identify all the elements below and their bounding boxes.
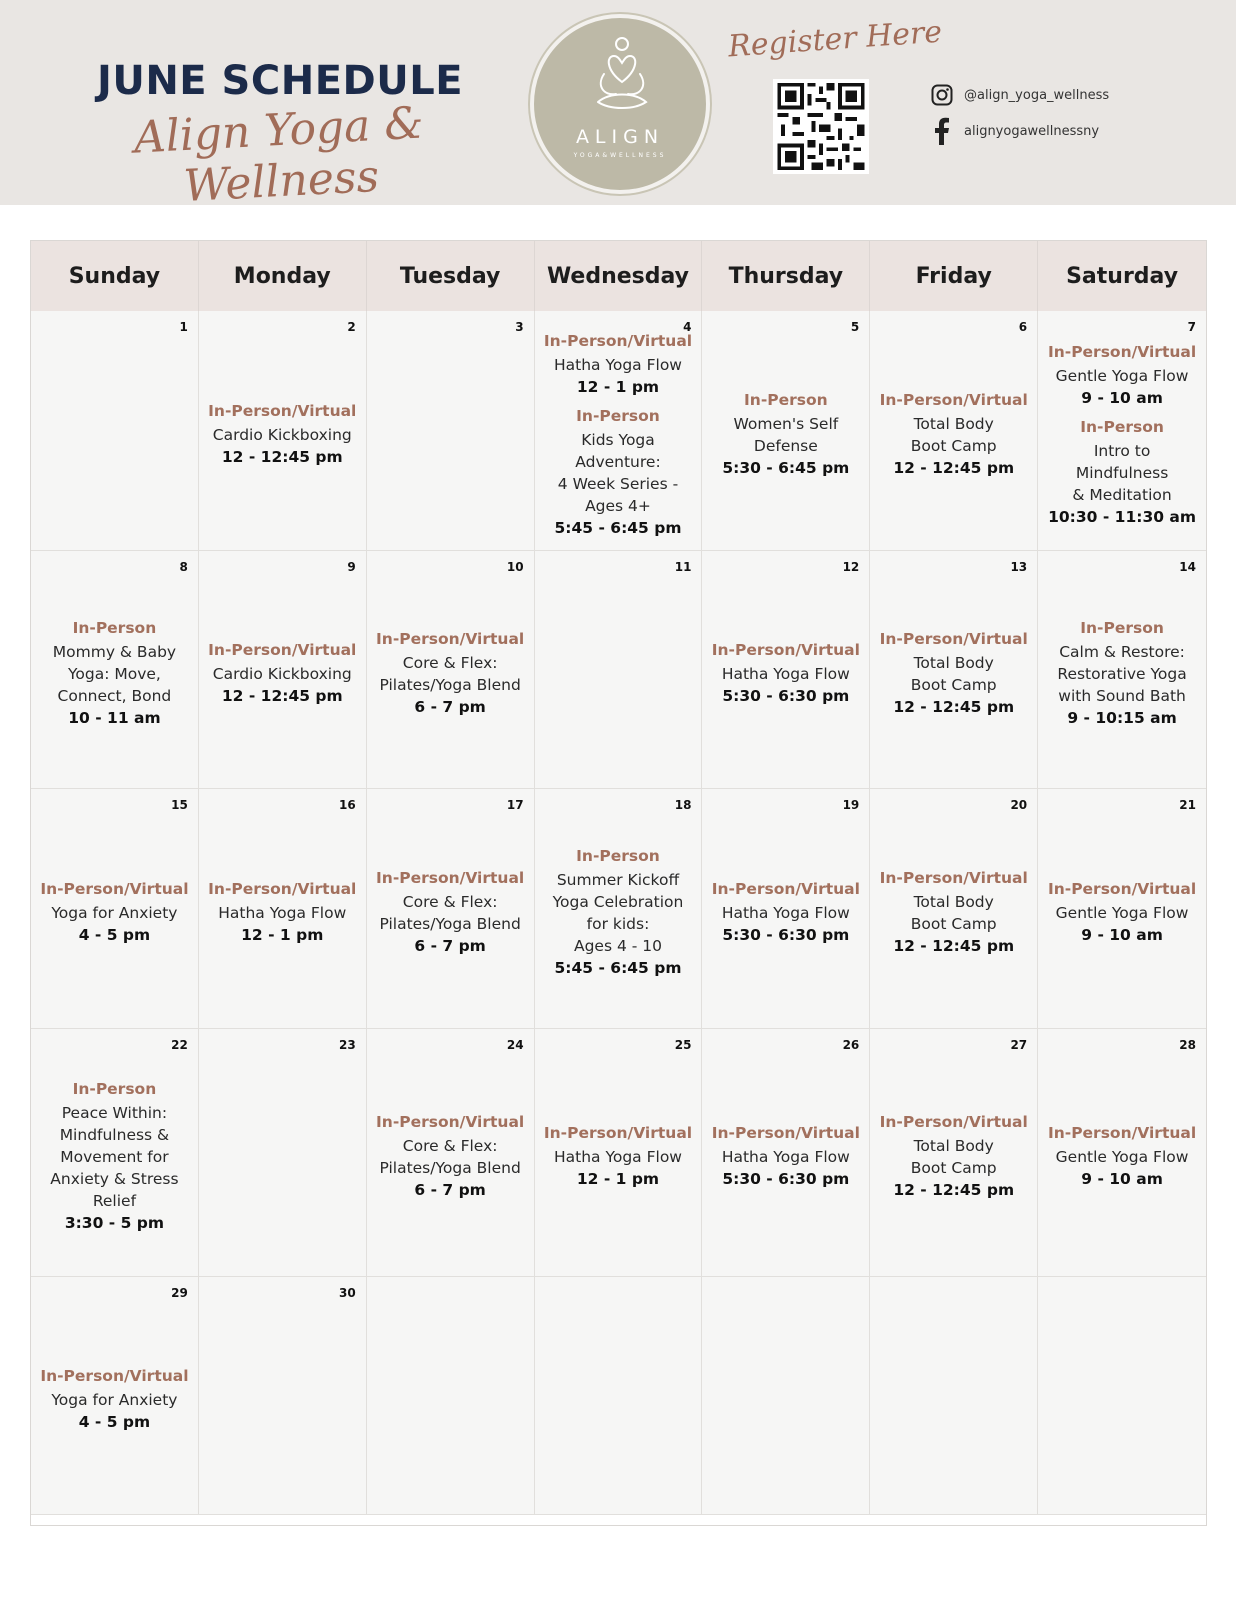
- class-time: 12 - 1 pm: [576, 1170, 660, 1188]
- class-format: In-Person/Virtual: [376, 869, 525, 887]
- class-time: 12 - 12:45 pm: [893, 698, 1015, 716]
- class-time: 12 - 1 pm: [241, 926, 324, 944]
- day-number: 10: [506, 560, 524, 574]
- day-cell-18: [535, 789, 703, 1029]
- weekday-header-row: [31, 241, 1206, 311]
- class-event[interactable]: [544, 332, 692, 398]
- class-event[interactable]: [1048, 1124, 1196, 1190]
- empty-day-cell: [702, 1277, 870, 1515]
- class-name: Core & Flex: Pilates/Yoga Blend: [379, 1137, 521, 1177]
- class-time: 12 - 12:45 pm: [893, 937, 1015, 955]
- logo-wordmark: ALIGN: [575, 126, 665, 148]
- class-event[interactable]: [880, 869, 1028, 957]
- class-event[interactable]: [712, 1124, 860, 1190]
- class-name: Summer Kickoff Yoga Celebration for kids: Ages 4 - 10: [552, 871, 684, 955]
- day-number: 27: [1010, 1038, 1028, 1052]
- class-time: 3:30 - 5 pm: [64, 1214, 165, 1232]
- day-number: 15: [171, 798, 188, 812]
- class-format: In-Person/Virtual: [543, 331, 693, 350]
- instagram-icon: [930, 83, 954, 107]
- day-number: 13: [1010, 560, 1028, 574]
- day-cell-25: [535, 1029, 703, 1277]
- class-name: Yoga for Anxiety: [51, 904, 178, 922]
- facebook-handle-text: alignyogawellnessny: [964, 123, 1100, 139]
- class-time: 12 - 12:45 pm: [893, 459, 1015, 477]
- class-event[interactable]: [1048, 418, 1196, 528]
- class-event[interactable]: [40, 880, 188, 946]
- day-number: 20: [1010, 798, 1028, 812]
- day-cell-26: [702, 1029, 870, 1277]
- day-number: 26: [842, 1038, 860, 1052]
- studio-name-script: Align Yoga & Wellness: [132, 97, 425, 213]
- day-cell-29: [31, 1277, 199, 1515]
- meditation-figure-icon: [592, 34, 652, 124]
- class-time: 5:30 - 6:45 pm: [722, 459, 850, 477]
- day-number: 12: [842, 560, 860, 574]
- day-cell-7: [1038, 311, 1206, 551]
- day-cell-19: [702, 789, 870, 1029]
- class-event[interactable]: [544, 1124, 692, 1190]
- day-cell-17: [367, 789, 535, 1029]
- class-format: In-Person/Virtual: [711, 641, 860, 659]
- class-format: In-Person/Virtual: [40, 1367, 189, 1385]
- day-number: 22: [171, 1038, 188, 1052]
- empty-day-cell: [870, 1277, 1038, 1515]
- day-number: 8: [179, 560, 188, 574]
- class-time: 10 - 11 am: [68, 709, 161, 727]
- june-calendar: [30, 240, 1207, 1526]
- class-name: Hatha Yoga Flow: [553, 1148, 682, 1166]
- class-name: Peace Within: Mindfulness & Movement for Anxiety & Stress Relief: [50, 1104, 179, 1210]
- class-name: Total Body Boot Camp: [910, 654, 997, 694]
- day-number: 28: [1179, 1038, 1196, 1052]
- class-time: 9 - 10 am: [1081, 388, 1163, 407]
- class-time: 4 - 5 pm: [78, 1413, 151, 1431]
- weekday-monday: Monday: [199, 241, 367, 311]
- class-format: In-Person/Virtual: [879, 1113, 1028, 1131]
- class-event[interactable]: [50, 1080, 178, 1234]
- class-format: In-Person/Virtual: [40, 880, 189, 898]
- class-event[interactable]: [376, 869, 524, 957]
- class-name: Total Body Boot Camp: [910, 893, 997, 933]
- day-cell-11: [535, 551, 703, 789]
- class-format: In-Person/Virtual: [711, 880, 860, 898]
- class-event[interactable]: [376, 1113, 524, 1201]
- class-event[interactable]: [712, 641, 860, 707]
- class-name: Gentle Yoga Flow: [1055, 904, 1189, 922]
- header-banner: [0, 0, 1236, 213]
- class-event[interactable]: [712, 880, 860, 946]
- class-time: 12 - 12:45 pm: [221, 448, 343, 466]
- class-name: Core & Flex: Pilates/Yoga Blend: [379, 654, 521, 694]
- class-time: 12 - 1 pm: [576, 377, 660, 396]
- day-number: 30: [339, 1286, 356, 1300]
- class-time: 4 - 5 pm: [78, 926, 151, 944]
- class-name: Mommy & Baby Yoga: Move, Connect, Bond: [52, 643, 177, 705]
- class-format: In-Person/Virtual: [376, 630, 525, 648]
- class-time: 5:30 - 6:30 pm: [722, 687, 850, 705]
- registration-qr-code[interactable]: [773, 79, 869, 174]
- class-name: Women's Self Defense: [733, 415, 839, 455]
- class-event[interactable]: [208, 641, 356, 707]
- class-event[interactable]: [1057, 619, 1186, 729]
- empty-day-cell: [1038, 1277, 1206, 1515]
- weekday-wednesday: Wednesday: [535, 241, 703, 311]
- class-format: In-Person: [72, 1080, 157, 1098]
- class-name: Cardio Kickboxing: [212, 665, 352, 683]
- day-cell-28: [1038, 1029, 1206, 1277]
- class-format: In-Person/Virtual: [208, 402, 357, 420]
- class-event[interactable]: [376, 630, 524, 718]
- class-time: 6 - 7 pm: [414, 937, 486, 955]
- day-cell-30: [199, 1277, 367, 1515]
- class-time: 9 - 10:15 am: [1067, 709, 1177, 727]
- class-name: Gentle Yoga Flow: [1055, 366, 1189, 385]
- class-format: In-Person/Virtual: [711, 1124, 860, 1142]
- empty-day-cell: [535, 1277, 703, 1515]
- day-cell-1: [31, 311, 199, 551]
- class-name: Kids Yoga Adventure: 4 Week Series - Ages 4+: [557, 430, 679, 515]
- class-name: Intro to Mindfulness & Meditation: [1072, 441, 1172, 504]
- class-format: In-Person/Virtual: [543, 1124, 693, 1142]
- class-format: In-Person: [1080, 619, 1164, 637]
- class-format: In-Person/Virtual: [1047, 342, 1197, 361]
- class-time: 10:30 - 11:30 am: [1048, 507, 1197, 526]
- class-event[interactable]: [1048, 343, 1196, 409]
- class-format: In-Person: [1080, 417, 1164, 436]
- class-event[interactable]: [880, 630, 1028, 718]
- day-cell-20: [870, 789, 1038, 1029]
- class-time: 5:45 - 6:45 pm: [554, 518, 682, 537]
- day-number: 4: [683, 320, 692, 334]
- class-event[interactable]: [880, 391, 1028, 479]
- day-cell-4: [535, 311, 703, 551]
- day-number: 11: [674, 560, 692, 574]
- day-cell-6: [870, 311, 1038, 551]
- studio-logo: [530, 14, 710, 194]
- day-number: 18: [674, 798, 692, 812]
- day-number: 16: [339, 798, 356, 812]
- day-number: 9: [347, 560, 356, 574]
- calendar-days-grid: [31, 311, 1206, 1515]
- class-name: Hatha Yoga Flow: [721, 1148, 850, 1166]
- weekday-friday: Friday: [870, 241, 1038, 311]
- instagram-handle-text: @align_yoga_wellness: [964, 87, 1110, 103]
- class-event[interactable]: [208, 402, 356, 468]
- day-cell-15: [31, 789, 199, 1029]
- page-title: JUNE SCHEDULE: [96, 58, 464, 104]
- day-cell-12: [702, 551, 870, 789]
- day-cell-24: [367, 1029, 535, 1277]
- class-format: In-Person/Virtual: [1047, 880, 1197, 898]
- day-number: 19: [842, 798, 860, 812]
- day-number: 6: [1018, 320, 1028, 334]
- day-number: 21: [1179, 798, 1196, 812]
- day-cell-21: [1038, 789, 1206, 1029]
- logo-subtitle: YOGA&WELLNESS: [573, 152, 667, 159]
- day-cell-16: [199, 789, 367, 1029]
- class-event[interactable]: [1048, 880, 1196, 946]
- day-number: 5: [850, 320, 860, 334]
- day-number: 1: [179, 320, 188, 334]
- day-cell-9: [199, 551, 367, 789]
- class-format: In-Person/Virtual: [879, 391, 1028, 409]
- weekday-saturday: Saturday: [1066, 263, 1179, 289]
- day-number: 14: [1179, 560, 1196, 574]
- class-time: 5:45 - 6:45 pm: [554, 959, 682, 977]
- class-format: In-Person: [576, 406, 660, 425]
- day-number: 29: [171, 1286, 188, 1300]
- class-time: 6 - 7 pm: [414, 1181, 486, 1199]
- day-number: 23: [339, 1038, 356, 1052]
- class-event[interactable]: [722, 391, 849, 479]
- class-name: Core & Flex: Pilates/Yoga Blend: [379, 893, 521, 933]
- class-name: Hatha Yoga Flow: [721, 904, 850, 922]
- day-cell-3: [367, 311, 535, 551]
- class-name: Yoga for Anxiety: [51, 1391, 178, 1409]
- class-time: 9 - 10 am: [1081, 1170, 1163, 1188]
- class-name: Total Body Boot Camp: [910, 1137, 997, 1177]
- day-cell-14: [1038, 551, 1206, 789]
- class-format: In-Person/Virtual: [208, 880, 357, 898]
- day-cell-23: [199, 1029, 367, 1277]
- class-event[interactable]: [555, 407, 682, 539]
- class-format: In-Person/Virtual: [376, 1113, 525, 1131]
- instagram-handle[interactable]: [930, 83, 1109, 107]
- class-name: Gentle Yoga Flow: [1055, 1148, 1189, 1166]
- class-time: 12 - 12:45 pm: [893, 1181, 1015, 1199]
- day-number: 24: [506, 1038, 524, 1052]
- class-name: Hatha Yoga Flow: [721, 665, 850, 683]
- day-cell-8: [31, 551, 199, 789]
- day-cell-2: [199, 311, 367, 551]
- day-number: 2: [347, 320, 356, 334]
- class-event[interactable]: [208, 880, 356, 946]
- class-time: 5:30 - 6:30 pm: [722, 1170, 850, 1188]
- class-format: In-Person/Virtual: [879, 869, 1028, 887]
- class-time: 12 - 12:45 pm: [221, 687, 343, 705]
- day-cell-27: [870, 1029, 1038, 1277]
- class-format: In-Person: [72, 619, 157, 637]
- day-cell-22: [31, 1029, 199, 1277]
- class-name: Cardio Kickboxing: [212, 426, 352, 444]
- day-number: 3: [515, 320, 524, 334]
- weekday-tuesday: Tuesday: [367, 241, 535, 311]
- weekday-sunday: Sunday: [31, 241, 199, 311]
- day-cell-10: [367, 551, 535, 789]
- class-event[interactable]: [40, 1367, 188, 1433]
- class-format: In-Person: [576, 847, 660, 865]
- class-event[interactable]: [553, 847, 684, 979]
- class-format: In-Person/Virtual: [1047, 1124, 1197, 1142]
- class-event[interactable]: [880, 1113, 1028, 1201]
- day-number: 17: [506, 798, 524, 812]
- class-format: In-Person/Virtual: [879, 630, 1028, 648]
- class-name: Calm & Restore: Restorative Yoga with Sound Bath: [1057, 643, 1187, 705]
- class-name: Hatha Yoga Flow: [553, 355, 682, 374]
- facebook-icon: [930, 119, 954, 143]
- class-name: Total Body Boot Camp: [910, 415, 997, 455]
- register-here-label: Register Here: [727, 14, 944, 65]
- class-event[interactable]: [53, 619, 176, 729]
- day-number: 25: [674, 1038, 692, 1052]
- weekday-thursday: Thursday: [702, 241, 870, 311]
- day-cell-5: [702, 311, 870, 551]
- day-cell-13: [870, 551, 1038, 789]
- class-time: 6 - 7 pm: [414, 698, 486, 716]
- class-format: In-Person: [744, 391, 828, 409]
- class-name: Hatha Yoga Flow: [218, 904, 347, 922]
- facebook-handle[interactable]: [930, 119, 1099, 143]
- class-time: 9 - 10 am: [1081, 926, 1163, 944]
- empty-day-cell: [367, 1277, 535, 1515]
- class-format: In-Person/Virtual: [208, 641, 357, 659]
- day-number: 7: [1187, 320, 1196, 334]
- class-time: 5:30 - 6:30 pm: [722, 926, 850, 944]
